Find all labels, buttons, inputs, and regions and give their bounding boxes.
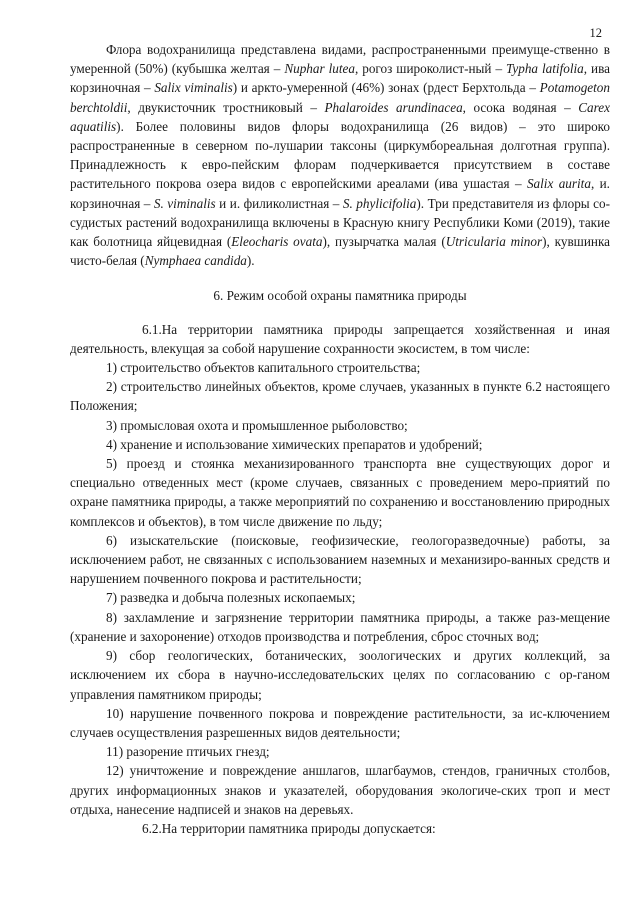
flora-text-segment: ), пузырчатка малая ( xyxy=(322,234,446,250)
clause-6-1 xyxy=(70,320,610,358)
species-name: S. phylicifolia xyxy=(342,195,417,211)
flora-text-segment: Флора водохранилища представлена видами, распространенными преимуще-ственно в умеренной (50%) (кубышка желтая – xyxy=(70,42,610,77)
flora-text-segment: ). xyxy=(246,253,255,269)
species-name: Eleocharis ovata xyxy=(231,234,323,250)
section-heading: 6. Режим особой охраны памятника природы xyxy=(213,288,467,304)
species-name: Carex aquatilis xyxy=(70,99,610,134)
species-name: Potamogeton berchtoldii xyxy=(70,80,610,115)
species-name: Phalaroides arundinacea xyxy=(324,99,463,115)
flora-text-segment: и и. филиколистная – xyxy=(215,195,343,211)
flora-text-segment: ), кувшинка чисто-белая ( xyxy=(70,234,611,269)
list-item: 1) строительство объектов капитального строительства; xyxy=(106,360,421,376)
species-name: Utricularia minor xyxy=(445,234,543,250)
flora-text-segment: ). Более половины видов флоры водохранилища (26 видов) – это широко распространенные в северном по-лушарии таксоны (циркумбореальная долготная группа). Принадлежность к евро-пейским флорам подчеркивается присутствием в составе растительного покрова озера видов с европейскими ареалами (ива ушастая – xyxy=(70,118,610,192)
list-item: 10) нарушение почвенного покрова и повреждение растительности, за ис-ключением случаев осуществления разрешенных видов деятельности; xyxy=(70,705,610,740)
list-item: 7) разведка и добыча полезных ископаемых; xyxy=(106,590,356,606)
list-item: 12) уничтожение и повреждение аншлагов, шлагбаумов, стендов, граничных столбов, других информационных знаков и указателей, оборудования экологиче-ских троп и мест отдыха, нанесение надписей и знаков на деревьях. xyxy=(70,763,610,817)
clause-6-2-text: На территории памятника природы допускается: xyxy=(161,820,436,836)
flora-text-segment: , осока водяная – xyxy=(462,99,579,115)
flora-text-segment: , и. корзиночная – xyxy=(70,176,610,211)
list-item: 6) изыскательские (поисковые, геофизические, геологоразведочные) работы, за исключением работ, не связанных с использованием наземных и механизиро-ванных средств и нарушением почвенного покрова и растительности; xyxy=(70,532,610,587)
species-name: Salix viminalis xyxy=(154,80,233,96)
flora-text-segment: , двукисточник тростниковый – xyxy=(127,99,325,115)
flora-text-segment: , рогоз широколист-ный – xyxy=(354,61,507,77)
list-item: 11) разорение птичьих гнезд; xyxy=(106,744,270,760)
list-item: 9) сбор геологических, ботанических, зоологических и других коллекций, за исключением их сбора в научно-исследовательских целях по согласованию с ор-ганом управления памятником природы; xyxy=(70,648,610,702)
species-name: Nuphar lutea xyxy=(284,61,355,77)
list-item: 3) промысловая охота и промышленное рыболовство; xyxy=(106,417,408,433)
flora-text-segment: ) и аркто-умеренной (46%) зонах (рдест Берхтольда – xyxy=(232,80,540,96)
clause-6-1-number: 6.1. xyxy=(142,321,162,337)
species-name: Nymphaea candida xyxy=(144,253,247,269)
list-item: 4) хранение и использование химических препаратов и удобрений; xyxy=(106,436,483,452)
species-name: S. viminalis xyxy=(153,195,216,211)
clause-6-1-text: На территории памятника природы запрещается хозяйственная и иная деятельность, влекущая за собой нарушение сохранности экосистем, в том числе: xyxy=(70,321,610,356)
list-item: 5) проезд и стоянка механизированного транспорта вне существующих дорог и специально отведенных мест (кроме случаев, связанных с проведением меро-приятий по охране памятника природы, а также мероприятий по сохранению и восстановлению природных комплексов и объектов), в том числе движение по льду; xyxy=(70,456,610,529)
flora-paragraph xyxy=(70,40,610,270)
list-item: 8) захламление и загрязнение территории памятника природы, а также раз-мещение (хранение и захоронение) отходов производства и потребления, сброс сточных вод; xyxy=(70,609,610,644)
flora-text-segment: , ива корзиночная – xyxy=(70,61,611,96)
document-body xyxy=(70,40,610,838)
clause-6-2 xyxy=(70,819,610,838)
species-name: Salix aurita xyxy=(526,176,591,192)
list-item: 2) строительство линейных объектов, кроме случаев, указанных в пункте 6.2 настоящего Положения; xyxy=(70,379,610,414)
page-number: 12 xyxy=(589,26,602,40)
prohibited-activities-list xyxy=(70,358,610,819)
species-name: Typha latifolia xyxy=(506,61,584,77)
clause-6-2-number: 6.2. xyxy=(142,820,162,836)
flora-text-segment: ). Три представителя из флоры со-судистых растений водохранилища включены в Красную книгу Республики Коми (2019), такие как болотница яйцевидная ( xyxy=(70,195,611,250)
